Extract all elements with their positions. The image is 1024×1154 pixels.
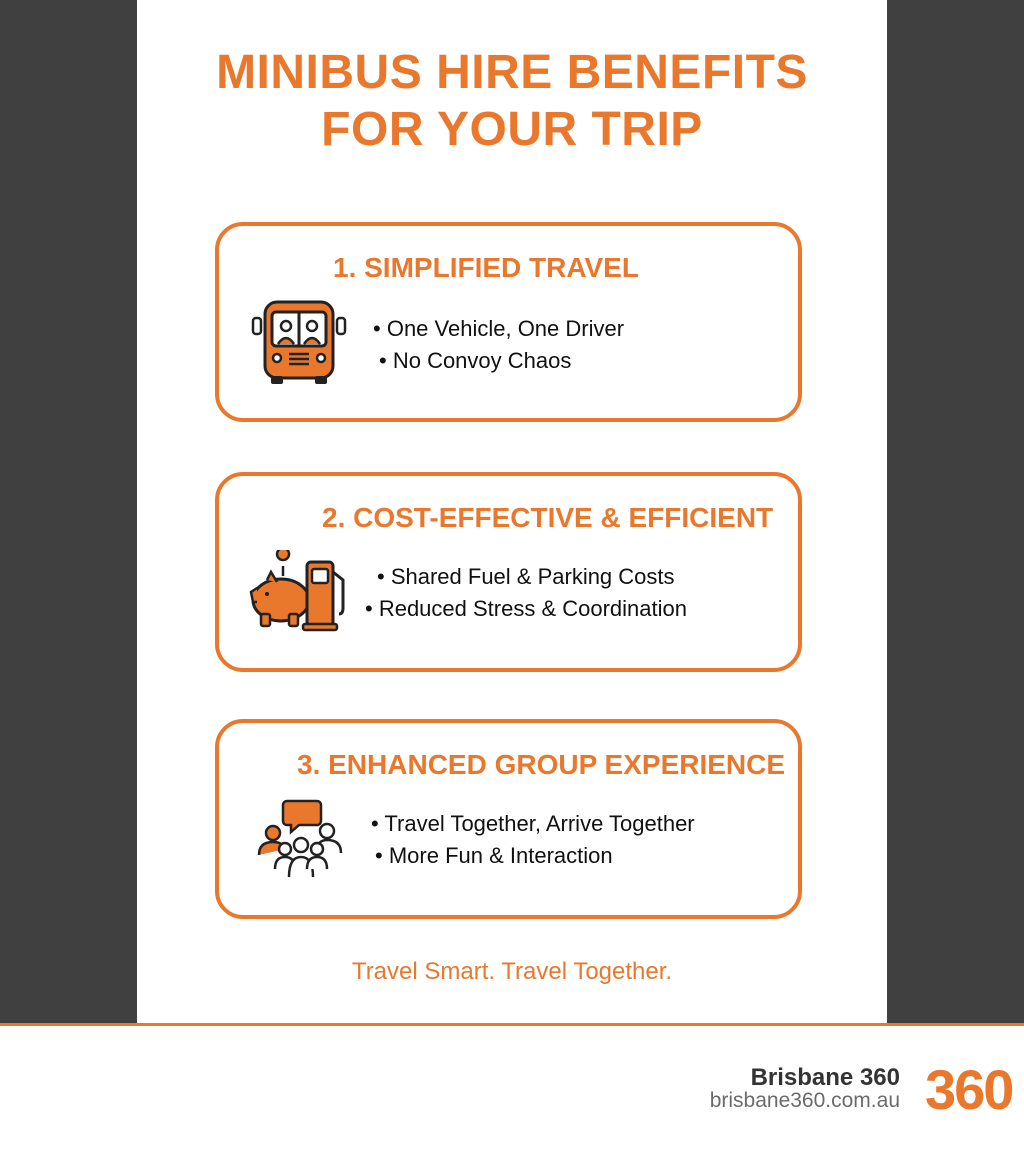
footer-divider: [0, 1023, 1024, 1026]
benefit-bullet: • More Fun & Interaction: [375, 840, 695, 872]
brand-logo: 360: [925, 1058, 1013, 1121]
group-chat-icon: [249, 797, 349, 883]
benefit-card-simplified-travel: [215, 222, 802, 422]
benefit-card-group-experience: [215, 719, 802, 919]
benefit-card-cost-effective: [215, 472, 802, 672]
benefit-bullets: [377, 561, 687, 625]
benefit-bullet: • No Convoy Chaos: [379, 345, 624, 377]
benefit-title: 2. COST-EFFECTIVE & EFFICIENT: [322, 502, 774, 533]
page-title-line-2: FOR YOUR TRIP: [321, 103, 703, 156]
benefit-bullet: • Reduced Stress & Coordination: [365, 593, 687, 625]
page-title-line-1: MINIBUS HIRE BENEFITS: [216, 46, 808, 99]
page-title: [137, 44, 887, 158]
benefit-bullets: [371, 808, 695, 872]
benefit-bullet: • Shared Fuel & Parking Costs: [377, 561, 687, 593]
benefit-title: 3. ENHANCED GROUP EXPERIENCE: [297, 749, 786, 780]
benefit-bullet: • One Vehicle, One Driver: [373, 313, 624, 345]
brand-url[interactable]: brisbane360.com.au: [709, 1089, 900, 1112]
left-dark-band: [0, 0, 137, 1024]
benefit-bullets: [373, 313, 624, 377]
benefit-bullet: • Travel Together, Arrive Together: [371, 808, 695, 840]
tagline: Travel Smart. Travel Together.: [351, 958, 673, 985]
right-dark-band: [887, 0, 1024, 1024]
piggy-bank-fuel-pump-icon: [249, 550, 349, 636]
bus-icon: [249, 300, 349, 386]
benefit-title: 1. SIMPLIFIED TRAVEL: [333, 252, 639, 283]
brand-name: Brisbane 360: [750, 1064, 900, 1091]
